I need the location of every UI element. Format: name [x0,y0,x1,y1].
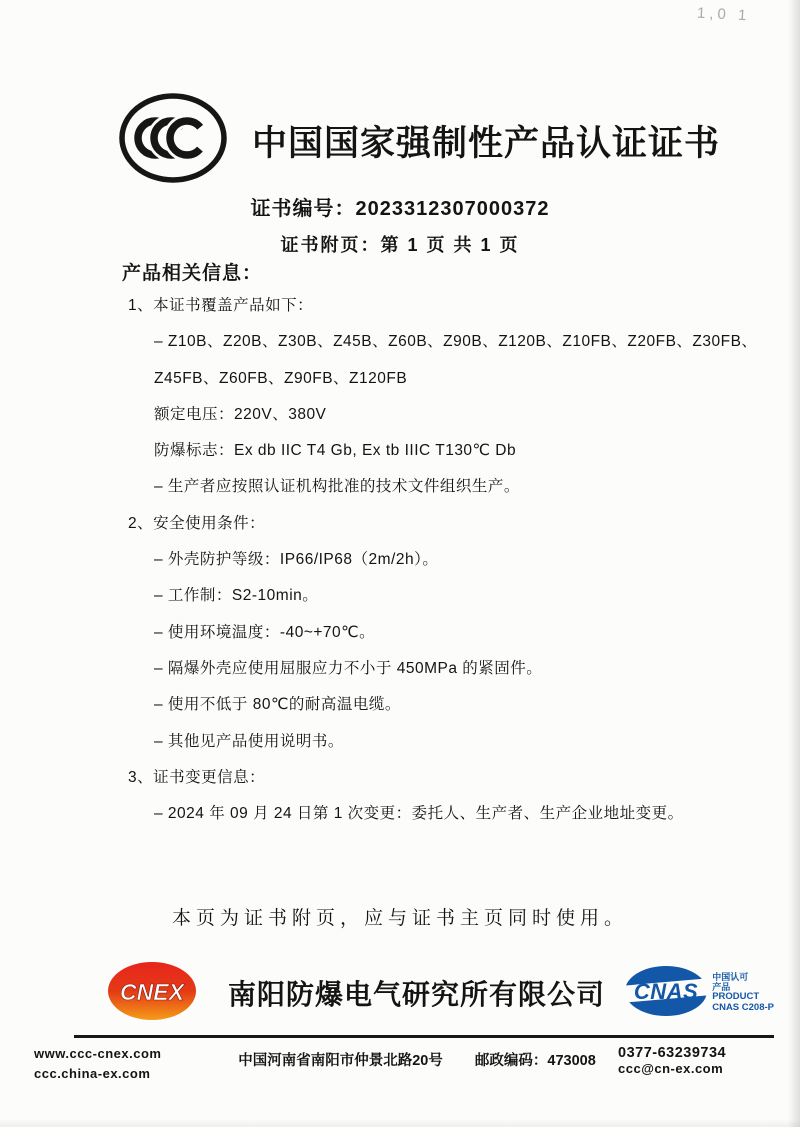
footer-contact-block [618,1044,776,1076]
email-address: ccc@cn-ex.com [618,1061,724,1076]
certificate-number-row [0,192,800,221]
postal-code-row [475,1049,596,1070]
footer-address-block [216,1044,618,1070]
website-url: ccc.china-ex.com [34,1066,151,1081]
cnas-side-line: CNAS C208-P [712,1002,774,1014]
certificate-pages-value: 第 1 页 共 1 页 [380,235,520,255]
cnex-logo-text: CNEX [120,978,184,1005]
content-line: – 隔爆外壳应使用屈服应力不小于 450MPa 的紧固件。 [154,659,543,677]
content-line: – 2024 年 09 月 24 日第 1 次变更：委托人、生产者、生产企业地址变更。 [154,805,684,823]
ccc-mark-icon [118,92,228,189]
content-line: 2、安全使用条件： [128,514,266,532]
content-line: 防爆标志：Ex db IIC T4 Gb, Ex tb IIIC T130℃ Db [154,442,517,460]
website-url: www.ccc-cnex.com [34,1046,162,1061]
content-line: – 使用不低于 80℃的耐高温电缆。 [154,696,401,714]
cnas-logo-text: CNAS [634,978,699,1004]
scan-edge-shadow [788,0,800,1127]
content-line: 3、证书变更信息： [128,768,266,786]
cnas-side-line: 产品 [712,982,731,993]
content-lines [128,288,758,832]
certificate-pages-row [0,231,800,257]
content-line: – 生产者应按照认证机构批准的技术文件组织生产。 [154,478,520,496]
organization-row [74,952,774,1034]
certificate-header [118,92,730,189]
content-line: Z45FB、Z60FB、Z90FB、Z120FB [154,369,408,387]
content-line: – 工作制：S2-10min。 [154,587,319,605]
content-line: 额定电压：220V、380V [154,405,327,423]
website-list [34,1044,216,1084]
postal-code-value: 473008 [547,1053,596,1069]
company-name: 南阳防爆电气研究所有限公司 [228,979,606,1010]
certificate-number-label: 证书编号： [250,198,356,220]
certificate-number-value: 2023312307000372 [355,198,550,220]
content-line: – 外壳防护等级：IP66/IP68（2m/2h）。 [154,551,439,569]
handwritten-note: 1,0 1 [696,4,751,25]
footer [34,1044,776,1084]
footer-divider [74,1035,774,1038]
product-info-heading: 产品相关信息： [122,263,263,284]
page-usage-note: 本页为证书附页，应与证书主页同时使用。 [171,908,628,929]
company-address: 中国河南省南阳市仲景北路20号 [238,1053,443,1069]
content-line: – 使用环境温度：-40~+70℃。 [154,623,376,641]
scan-edge-shadow [0,1119,800,1127]
cnex-logo-icon [106,960,198,1027]
content-line: – Z10B、Z20B、Z30B、Z45B、Z60B、Z90B、Z120B、Z10FB、Z20FB、Z30FB、 [154,333,758,351]
certificate-pages-label: 证书附页： [280,235,381,255]
cnas-accreditation-mark [623,964,774,1023]
phone-number: 0377-63239734 [618,1045,727,1061]
cnas-side-line: PRODUCT [712,991,760,1003]
cnas-side-text [712,972,774,1015]
content-line: 1、本证书覆盖产品如下： [128,297,314,314]
certificate-title: 中国国家强制性产品认证证书 [252,123,721,163]
cnas-logo-icon [623,964,709,1023]
cnas-side-line: 中国认可 [712,971,749,982]
postal-code-label: 邮政编码： [474,1053,548,1069]
content-line: – 其他见产品使用说明书。 [154,732,344,750]
